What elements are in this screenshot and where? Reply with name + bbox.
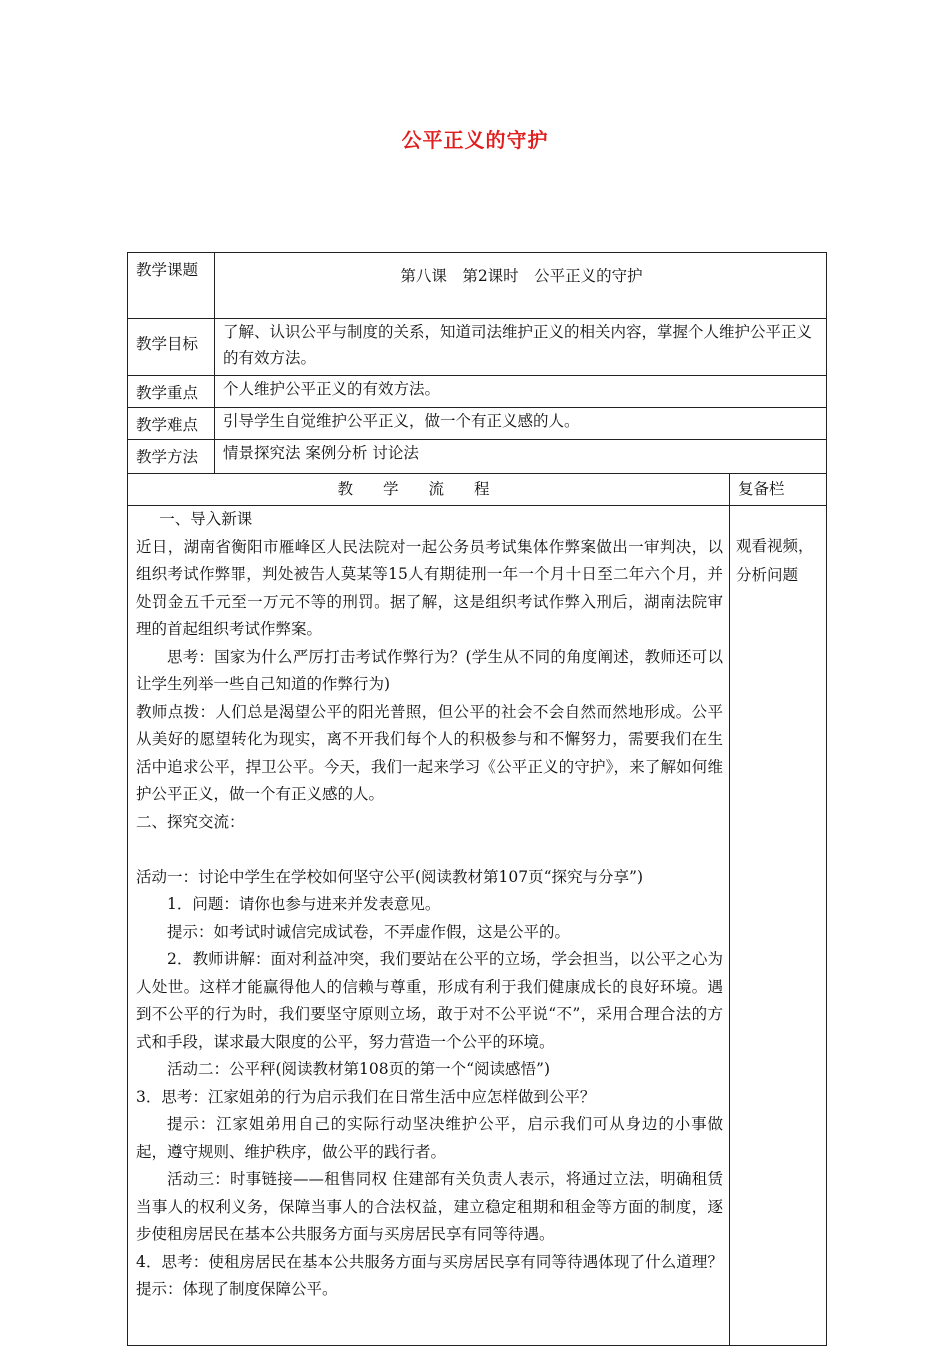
question-one: 1．问题：请你也参与进来并发表意见。: [167, 895, 441, 913]
paragraph-teacher-note: 教师点拨：人们总是渴望公平的阳光普照，但公平的社会不会自然而然地形成。公平从美好的愿望转化为现实，离不开我们每个人的积极参与和不懈努力，需要我们在生活中追求公平，捍卫公平。今天，我们一起来学习《公平正义的守护》，来了解如何维护公平正义，做一个有正义感的人。: [136, 702, 723, 803]
topic-label: 教学课题: [128, 253, 215, 319]
row-difficulty: [128, 408, 827, 440]
row-goal: [128, 319, 827, 376]
question-three: 3．思考：江家姐弟的行为启示我们在日常生活中应怎样做到公平？: [136, 1087, 596, 1106]
question-four: 4．思考：使租房居民在基本公共服务方面与买房居民享有同等待遇体现了什么道理？提示：体现了制度保障公平。: [136, 1252, 723, 1298]
hint-three: 提示：江家姐弟用自己的实际行动坚决维护公平，启示我们可从身边的小事做起，遵守规则、维护秩序，做公平的践行者。: [136, 1115, 723, 1161]
row-flow-body: [128, 506, 827, 1346]
backup-heading: 复备栏: [730, 474, 827, 506]
key-point-value: 个人维护公平正义的有效方法。: [215, 376, 827, 408]
section-intro-heading: 一、导入新课: [159, 510, 253, 528]
section-explore-heading: 二、探究交流：: [136, 812, 245, 831]
lesson-plan-table: [127, 252, 827, 1346]
difficulty-label: 教学难点: [128, 408, 215, 440]
flow-heading: 教学流程: [128, 474, 730, 506]
row-method: [128, 440, 827, 474]
flow-content: [128, 506, 730, 1346]
method-value: 情景探究法 案例分析 讨论法: [215, 440, 827, 474]
activity-three: 活动三：时事链接——租售同权 住建部有关负责人表示，将通过立法，明确租赁当事人的权利义务，保障当事人的合法权益，建立稳定租期和租金等方面的制度，逐步使租房居民在基本公共服务方面与买房居民享有同等待遇。: [136, 1170, 723, 1243]
goal-value: 了解、认识公平与制度的关系，知道司法维护正义的相关内容，掌握个人维护公平正义的有效方法。: [215, 319, 827, 376]
paragraph-think: 思考：国家为什么严厉打击考试作弊行为？(学生从不同的角度阐述，教师还可以让学生列举一些自己知道的作弊行为): [136, 647, 723, 693]
row-topic: [128, 253, 827, 319]
activity-two: 活动二：公平秤(阅读教材第108页的第一个“阅读感悟”): [167, 1060, 551, 1078]
difficulty-value: 引导学生自觉维护公平正义，做一个有正义感的人。: [215, 408, 827, 440]
hint-one: 提示：如考试时诚信完成试卷，不弄虚作假，这是公平的。: [167, 922, 571, 941]
activity-one: 活动一：讨论中学生在学校如何坚守公平(阅读教材第107页“探究与分享”): [136, 867, 644, 886]
backup-note: 观看视频，分析问题: [730, 506, 827, 1346]
document-title: 公平正义的守护: [401, 128, 549, 152]
teacher-explanation: 2．教师讲解：面对利益冲突，我们要站在公平的立场，学会担当，以公平之心为人处世。这样才能赢得他人的信赖与尊重，形成有利于我们健康成长的良好环境。遇到不公平的行为时，我们要坚守原则立场，敢于对不公平说“不”，采用合理合法的方式和手段，谋求最大限度的公平，努力营造一个公平的环境。: [136, 950, 723, 1051]
row-flow-heading: [128, 474, 827, 506]
paragraph-case: 近日，湖南省衡阳市雁峰区人民法院对一起公务员考试集体作弊案做出一审判决，以组织考试作弊罪，判处被告人莫某等15人有期徒刑一年一个月十日至二年六个月，并处罚金五千元至一万元不等的刑罚。据了解，这是组织考试作弊入刑后，湖南法院审理的首起组织考试作弊案。: [136, 537, 723, 638]
key-point-label: 教学重点: [128, 376, 215, 408]
blank-line: [136, 836, 723, 864]
method-label: 教学方法: [128, 440, 215, 474]
row-key-point: [128, 376, 827, 408]
goal-label: 教学目标: [128, 319, 215, 376]
topic-value: 第八课 第2课时 公平正义的守护: [215, 253, 827, 319]
